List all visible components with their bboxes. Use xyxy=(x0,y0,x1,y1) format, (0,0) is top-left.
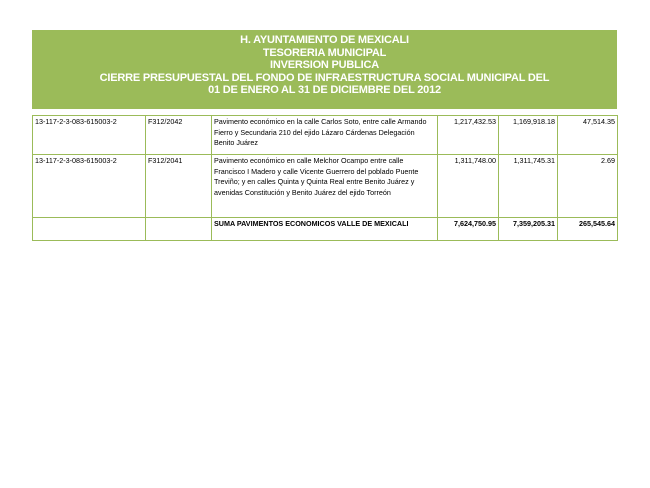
table-row xyxy=(33,155,618,218)
total-label-cell: SUMA PAVIMENTOS ECONOMICOS VALLE DE MEXICALI xyxy=(212,218,438,241)
budget-table xyxy=(32,115,618,241)
amount1-cell: 1,217,432.53 xyxy=(438,116,499,155)
empty-cell xyxy=(146,218,212,241)
total-amount1-cell: 7,624,750.95 xyxy=(438,218,499,241)
description-cell: Pavimento económico en calle Melchor Ocampo entre calle Francisco I Madero y calle Vicente Guerrero del poblado Puente Treviño; y en calles Quinta y Quinta Real entre Benito Juárez y avenidas Constitución y Benito Juárez del ejido Torreón xyxy=(212,155,438,218)
account-cell: 13-117-2-3-083-615003-2 xyxy=(33,116,146,155)
empty-cell xyxy=(33,218,146,241)
amount3-cell: 47,514.35 xyxy=(558,116,618,155)
total-row xyxy=(33,218,618,241)
amount3-cell: 2.69 xyxy=(558,155,618,218)
amount2-cell: 1,169,918.18 xyxy=(499,116,558,155)
report-header xyxy=(32,30,617,110)
header-line-treasury: TESORERIA MUNICIPAL xyxy=(262,46,387,59)
total-amount2-cell: 7,359,205.31 xyxy=(499,218,558,241)
total-amount3-cell: 265,545.64 xyxy=(558,218,618,241)
amount2-cell: 1,311,745.31 xyxy=(499,155,558,218)
folio-cell: F312/2041 xyxy=(146,155,212,218)
header-line-period: 01 DE ENERO AL 31 DE DICIEMBRE DEL 2012 xyxy=(208,84,441,97)
header-line-title: CIERRE PRESUPUESTAL DEL FONDO DE INFRAESTRUCTURA SOCIAL MUNICIPAL DEL xyxy=(99,71,550,84)
description-cell: Pavimento económico en la calle Carlos Soto, entre calle Armando Fierro y Secundaria 210 del ejido Lázaro Cárdenas Delegación Benito Juárez xyxy=(212,116,438,155)
account-cell: 13-117-2-3-083-615003-2 xyxy=(33,155,146,218)
table-row xyxy=(33,116,618,155)
header-line-investment: INVERSION PUBLICA xyxy=(269,59,380,72)
header-line-municipality: H. AYUNTAMIENTO DE MEXICALI xyxy=(240,34,409,46)
amount1-cell: 1,311,748.00 xyxy=(438,155,499,218)
folio-cell: F312/2042 xyxy=(146,116,212,155)
